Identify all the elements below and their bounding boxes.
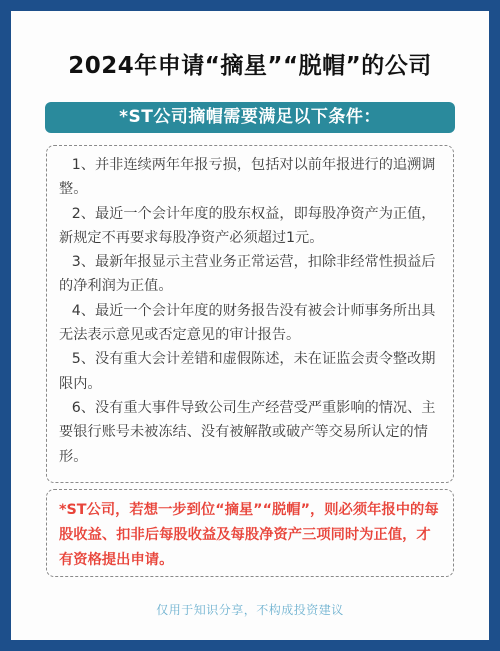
conditions-banner: *ST公司摘帽需要满足以下条件： [45,102,455,133]
content-card [11,11,489,640]
disclaimer-footer: 仅用于知识分享，不构成投资建议 [156,603,344,617]
condition-item: 3、最新年报显示主营业务正常运营，扣除非经常性损益后的净利润为正值。 [59,254,436,295]
condition-item: 4、最近一个会计年度的财务报告没有被会计师事务所出具无法表示意见或否定意见的审计报告。 [59,302,436,344]
conditions-list [46,145,454,483]
condition-item: 6、没有重大事件导致公司生产经营受严重影响的情况、主要银行账号未被冻结、没有被解散或破产等交易所认定的情形。 [59,399,436,465]
requirement-note: *ST公司，若想一步到位“摘星”“脱帽”，则必须年报中的每股收益、扣非后每股收益及每股净资产三项同时为正值，才有资格提出申请。 [46,489,454,577]
condition-item: 5、没有重大会计差错和虚假陈述，未在证监会责令整改期限内。 [59,351,436,392]
condition-item: 2、最近一个会计年度的股东权益，即每股净资产为正值，新规定不再要求每股净资产必须超过1元。 [59,205,436,246]
page-title: 2024年申请“摘星”“脱帽”的公司 [68,53,432,79]
condition-item: 1、并非连续两年年报亏损，包括对以前年报进行的追溯调整。 [59,157,436,198]
